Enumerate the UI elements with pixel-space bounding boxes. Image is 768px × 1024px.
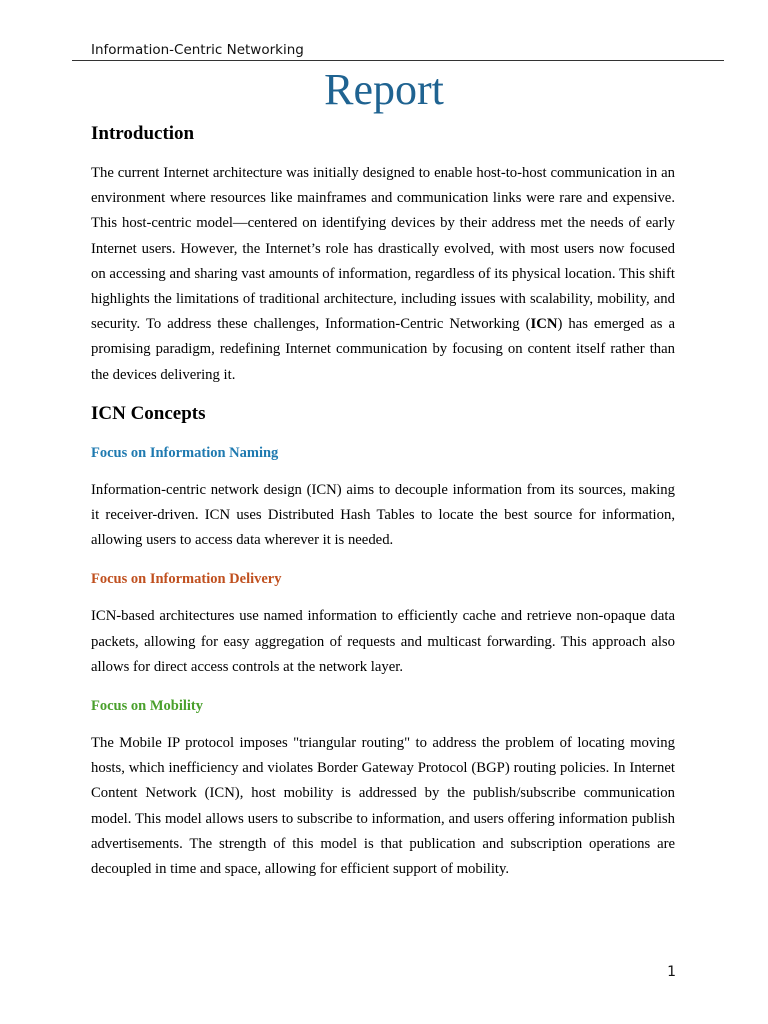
introduction-text-part1: The current Internet architecture was initially designed to enable host-to-host communication in an environment where resources like mainframes and communication links were rare and expensive. This host-centric model—centered on identifying devices by their address met the needs of early Internet users. However, the Internet’s role has drastically evolved, with most users now focused on accessing and sharing vast amounts of information, regardless of its physical location. This shift highlights the limitations of traditional architecture, including issues with scalability, mobility, and security. To address these challenges, Information-Centric Networking (: [91, 165, 675, 333]
document-body: [91, 118, 675, 882]
icn-bold-term: ICN: [530, 316, 558, 333]
naming-subheading: Focus on Information Naming: [91, 444, 279, 461]
delivery-paragraph: ICN-based architectures use named information to efficiently cache and retrieve non-opaque data packets, allowing for easy aggregation of requests and multicast forwarding. This approach also allows for direct access controls at the network layer.: [91, 608, 675, 675]
page-number: 1: [667, 964, 676, 980]
mobility-paragraph: The Mobile IP protocol imposes "triangular routing" to address the problem of locating moving hosts, which inefficiency and violates Border Gateway Protocol (BGP) routing policies. In Internet Content Network (ICN), host mobility is addressed by the publish/subscribe communication model. This model allows users to subscribe to information, and users offering information publish advertisements. The strength of this model is that publication and subscription operations are decoupled in time and space, allowing for efficient support of mobility.: [91, 735, 675, 878]
introduction-text-part2: ) has emerged as a promising paradigm, redefining Internet communication by focusing on content itself rather than the devices delivering it.: [91, 316, 675, 383]
mobility-subheading: Focus on Mobility: [91, 698, 203, 715]
icn-concepts-heading: ICN Concepts: [91, 402, 206, 424]
introduction-paragraph: [91, 161, 675, 388]
header-rule: [72, 60, 724, 61]
running-header: Information-Centric Networking: [91, 42, 304, 58]
delivery-subheading: Focus on Information Delivery: [91, 571, 282, 588]
introduction-heading: Introduction: [91, 123, 195, 144]
naming-paragraph: Information-centric network design (ICN) aims to decouple information from its sources, making it receiver-driven. ICN uses Distributed Hash Tables to locate the best source for information, allowing users to access data wherever it is needed.: [91, 481, 675, 549]
report-title: Report: [324, 65, 444, 114]
